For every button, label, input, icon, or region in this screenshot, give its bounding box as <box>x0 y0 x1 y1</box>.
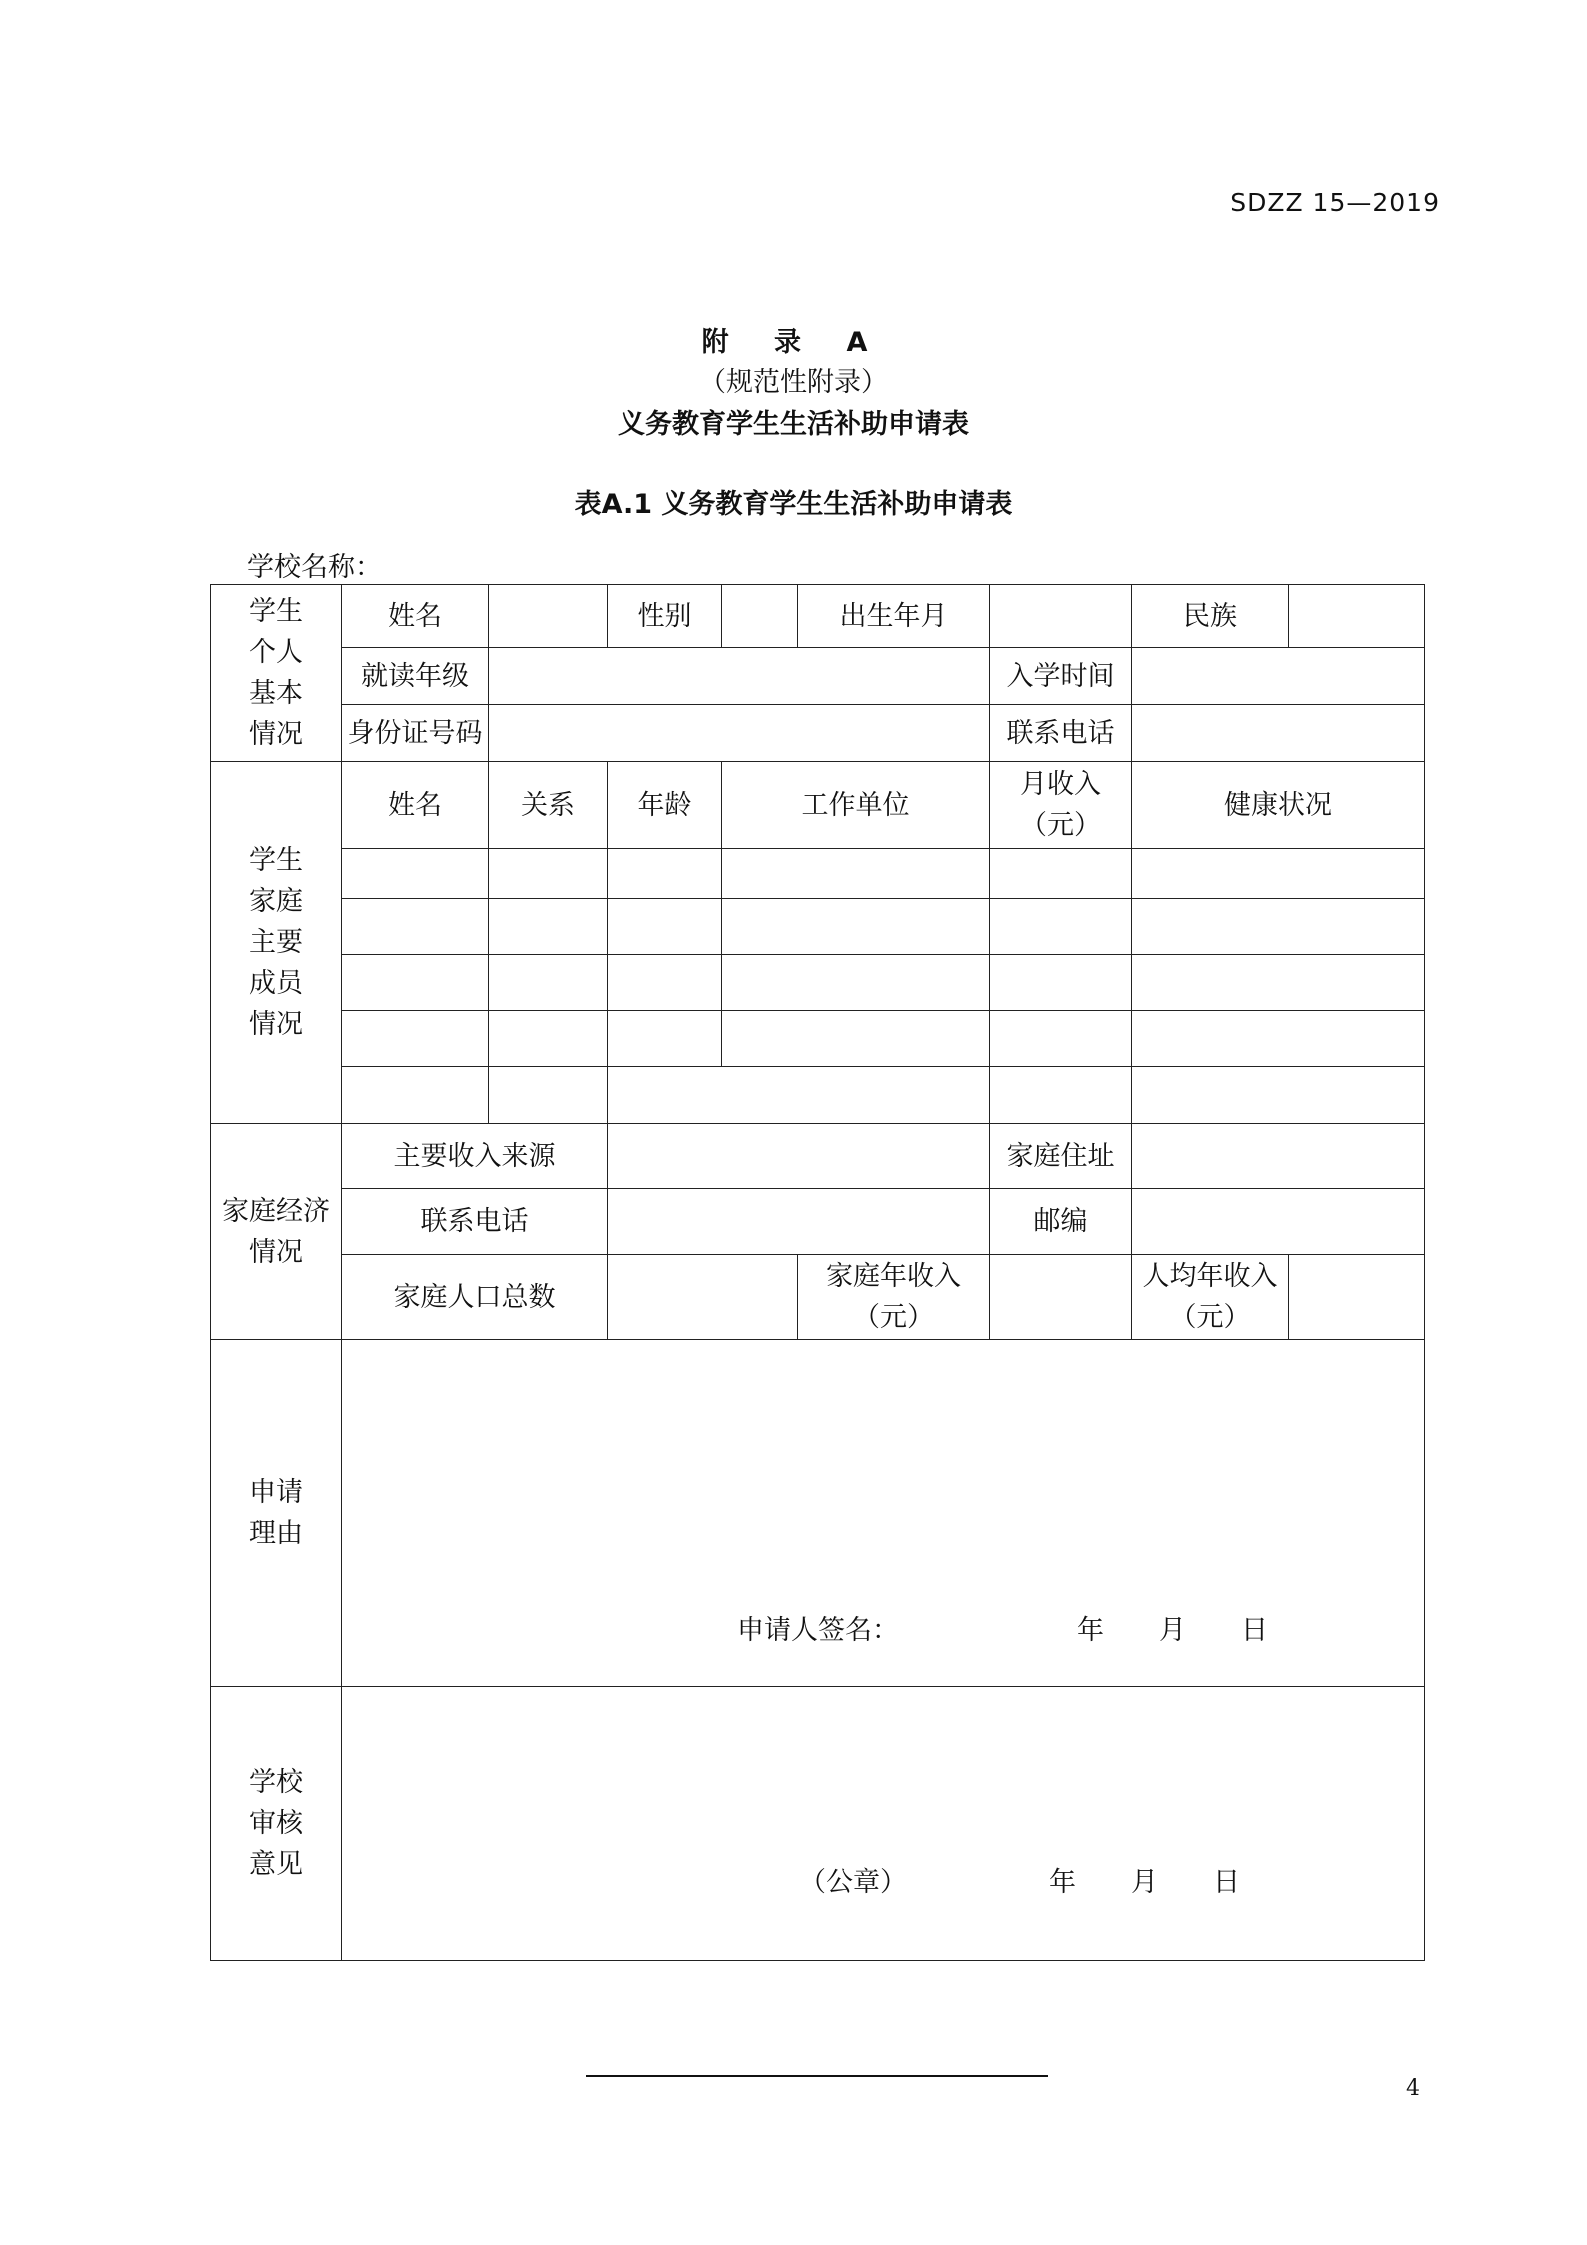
member-monthly-income-header: 月收入 （元） <box>990 762 1132 849</box>
ethnicity-label: 民族 <box>1132 585 1289 648</box>
table-row <box>211 705 1425 762</box>
member-health-field[interactable] <box>1132 899 1425 955</box>
postcode-field[interactable] <box>1132 1189 1425 1255</box>
appendix-title: 义务教育学生生活补助申请表 <box>618 409 969 440</box>
table-row <box>211 585 1425 648</box>
income-source-label: 主要收入来源 <box>342 1124 608 1189</box>
basic-info-section-label: 学生 个人 基本 情况 <box>211 585 342 762</box>
review-section-label: 学校 审核 意见 <box>211 1687 342 1961</box>
table-row <box>211 955 1425 1011</box>
member-age-field[interactable] <box>608 899 722 955</box>
per-capita-income-label: 人均年收入 （元） <box>1132 1255 1289 1340</box>
page-number: 4 <box>1406 2076 1420 2101</box>
member-relation-field[interactable] <box>489 955 608 1011</box>
phone-label: 联系电话 <box>990 705 1132 762</box>
name-field[interactable] <box>489 585 608 648</box>
phone-field[interactable] <box>1132 705 1425 762</box>
member-health-field[interactable] <box>1132 1011 1425 1067</box>
member-employer-field[interactable] <box>722 955 990 1011</box>
member-employer-field[interactable] <box>722 1011 990 1067</box>
table-row <box>211 1340 1425 1687</box>
family-phone-label: 联系电话 <box>342 1189 608 1255</box>
postcode-label: 邮编 <box>990 1189 1132 1255</box>
member-name-field[interactable] <box>342 899 489 955</box>
table-row <box>211 648 1425 705</box>
member-name-field[interactable] <box>342 849 489 899</box>
enroll-time-field[interactable] <box>1132 648 1425 705</box>
applicant-signature-line: 申请人签名： 年 月 日 <box>737 1615 1268 1646</box>
family-economy-section-label: 家庭经济 情况 <box>211 1124 342 1340</box>
member-income-field[interactable] <box>990 899 1132 955</box>
member-relation-header: 关系 <box>489 762 608 849</box>
member-income-field[interactable] <box>990 1067 1132 1124</box>
annual-income-field[interactable] <box>990 1255 1132 1340</box>
family-phone-field[interactable] <box>608 1189 990 1255</box>
ethnicity-field[interactable] <box>1289 585 1425 648</box>
member-health-field[interactable] <box>1132 955 1425 1011</box>
name-label: 姓名 <box>342 585 489 648</box>
member-name-header: 姓名 <box>342 762 489 849</box>
address-field[interactable] <box>1132 1124 1425 1189</box>
reason-section-label: 申请 理由 <box>211 1340 342 1687</box>
member-employer-field[interactable] <box>722 899 990 955</box>
official-seal-line: （公章） 年 月 日 <box>799 1867 1240 1898</box>
table-row <box>211 899 1425 955</box>
table-row <box>211 1011 1425 1067</box>
table-row <box>211 1124 1425 1189</box>
member-age-field[interactable] <box>608 955 722 1011</box>
member-name-field[interactable] <box>342 1067 489 1124</box>
member-name-field[interactable] <box>342 955 489 1011</box>
household-size-label: 家庭人口总数 <box>342 1255 608 1340</box>
income-source-field[interactable] <box>608 1124 990 1189</box>
table-row <box>211 762 1425 849</box>
family-members-section-label: 学生 家庭 主要 成员 情况 <box>211 762 342 1124</box>
member-income-field[interactable] <box>990 1011 1132 1067</box>
member-relation-field[interactable] <box>489 1067 608 1124</box>
member-relation-field[interactable] <box>489 1011 608 1067</box>
member-age-field[interactable] <box>608 849 722 899</box>
address-label: 家庭住址 <box>990 1124 1132 1189</box>
table-row <box>211 1189 1425 1255</box>
member-employer-header: 工作单位 <box>722 762 990 849</box>
grade-label: 就读年级 <box>342 648 489 705</box>
review-field[interactable] <box>342 1687 1425 1961</box>
table-row <box>211 1255 1425 1340</box>
gender-field[interactable] <box>722 585 798 648</box>
member-employer-field[interactable] <box>608 1067 990 1124</box>
normative-label: （规范性附录） <box>699 367 888 398</box>
member-employer-field[interactable] <box>722 849 990 899</box>
table-row <box>211 1687 1425 1961</box>
table-row <box>211 1067 1425 1124</box>
birth-field[interactable] <box>990 585 1132 648</box>
enroll-time-label: 入学时间 <box>990 648 1132 705</box>
member-health-field[interactable] <box>1132 849 1425 899</box>
reason-field[interactable] <box>342 1340 1425 1687</box>
school-name-label: 学校名称： <box>247 552 382 583</box>
annual-income-label: 家庭年收入 （元） <box>798 1255 990 1340</box>
member-health-header: 健康状况 <box>1132 762 1425 849</box>
member-income-field[interactable] <box>990 955 1132 1011</box>
per-capita-income-field[interactable] <box>1289 1255 1425 1340</box>
member-age-field[interactable] <box>608 1011 722 1067</box>
gender-label: 性别 <box>608 585 722 648</box>
table-caption: 表A.1 义务教育学生生活补助申请表 <box>574 489 1013 520</box>
household-size-field[interactable] <box>608 1255 798 1340</box>
member-age-header: 年龄 <box>608 762 722 849</box>
member-name-field[interactable] <box>342 1011 489 1067</box>
member-income-field[interactable] <box>990 849 1132 899</box>
birth-label: 出生年月 <box>798 585 990 648</box>
grade-field[interactable] <box>489 648 990 705</box>
id-number-label: 身份证号码 <box>342 705 489 762</box>
member-relation-field[interactable] <box>489 899 608 955</box>
member-health-field[interactable] <box>1132 1067 1425 1124</box>
footer-rule <box>586 2075 1048 2077</box>
application-form-table <box>210 584 1425 1961</box>
id-number-field[interactable] <box>489 705 990 762</box>
document-code: SDZZ 15—2019 <box>1230 188 1440 217</box>
table-row <box>211 849 1425 899</box>
member-relation-field[interactable] <box>489 849 608 899</box>
appendix-heading: 附 录 A <box>701 327 886 358</box>
